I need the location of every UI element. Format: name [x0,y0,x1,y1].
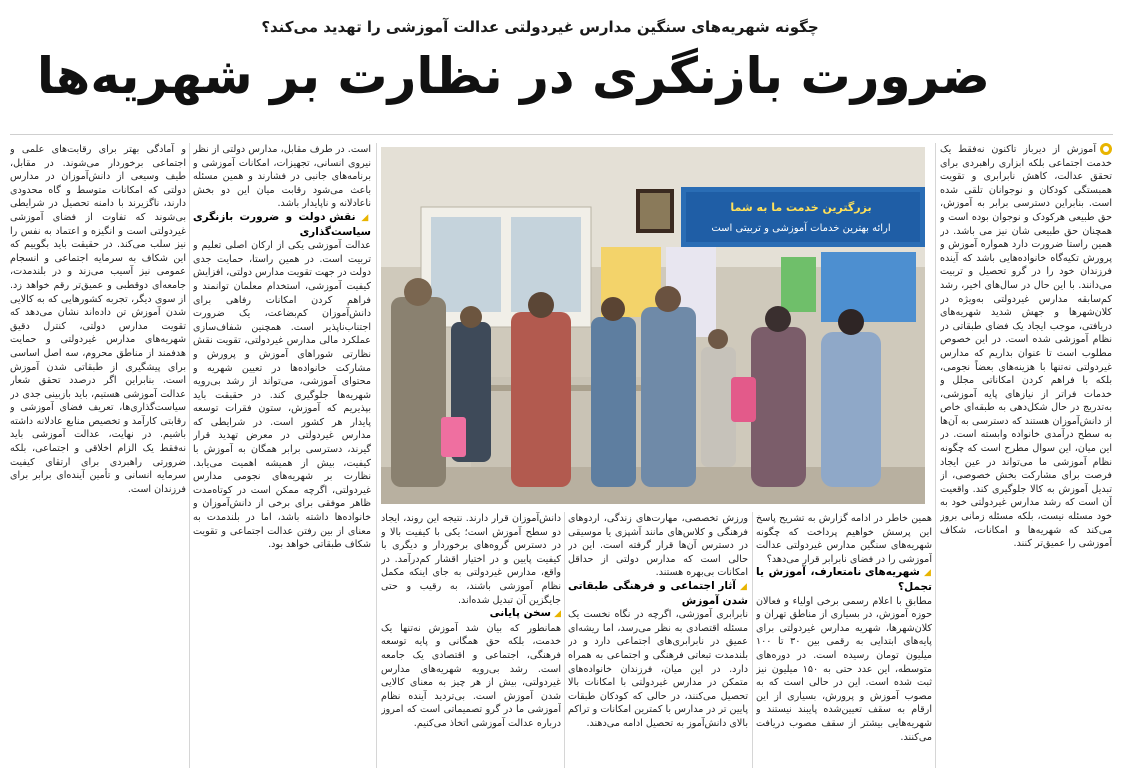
headline: ضرورت بازنگری در نظارت بر شهریه‌ها [36,47,990,105]
column-2-text-b: عدالت آموزشی یکی از ارکان اصلی تعلیم و تربیت است. در همین راستا، حمایت جدی دولت در جهت تقویت مدارس دولتی، افزایش کیفیت آموزشی، استخدام معلمان توانمند و فراهم کردن امکانات رفاهی برای دانش‌آموزان کم‌بضاعت، یک ضرورت اجتناب‌ناپذیر است. همچنین شفاف‌سازی عملکرد مالی مدارس غیردولتی، تقویت نقش نظارتی شوراهای آموزش و پرورش و مشارکت خانواده‌ها در تعیین شهریه و محتوای آموزشی، می‌تواند از رشد بی‌رویه شهریه‌ها جلوگیری کند. در حقیقت باید بپذیریم که آموزش، ستون فقرات توسعه پایدار هر کشور است. در شرایطی که مدارس غیردولتی در معرض تهدید قرار گیرند، دسترسی برابر همگان به آموزش با کیفیت، بیش از همیشه اهمیت می‌یابد. نظارت بر شهریه‌های نجومی مدارس غیردولتی، اگرچه ممکن است در کوتاه‌مدت ظاهر موفقی برای برخی از دانش‌آموزان و خانواده‌ها داشته باشد، اما در بلندمدت به معنای از بین رفتن عدالت اجتماعی و تقویت شکاف طبقاتی خواهد بود. [193,240,371,551]
column-6-subheading: ◢ سخن پایانی [381,607,561,622]
divider [10,134,1113,135]
newspaper-logo-icon [1100,143,1112,155]
column-separator [752,512,753,768]
column-6-text: دانش‌آموزان قرار دارند. نتیجه این روند، ایجاد دو سطح آموزش است؛ یکی با کیفیت بالا و در دسترس گروه‌های برخوردار و دیگری با کیفیت پایین و در اختیار اقشار کم‌درآمد. در واقع، مدارس غیردولتی به جای اینکه مکمل نظام آموزشی باشند، به رقیب و حتی جایگزین آن تبدیل شده‌اند. [381,513,561,606]
column-separator [935,143,936,768]
column-5 [568,512,748,768]
banner-text-1: بزرگترین خدمت ما به شما [730,201,872,214]
column-1 [940,143,1112,768]
column-3 [10,143,186,768]
column-5-text: ورزش تخصصی، مهارت‌های زندگی، اردوهای فرهنگی و کلاس‌های مانند آشپزی یا موسیقی در دسترس آن‌ها قرار گرفته است. این در حالی است که مدارس دولتی از حداقل امکانات بی‌بهره هستند. [568,513,748,579]
column-2 [193,143,371,768]
column-separator [189,143,190,768]
column-1-text: آموزش از دیرباز تاکنون نه‌فقط یک خدمت اجتماعی بلکه ابزاری راهبردی برای تحقق عدالت، کاهش نابرابری و تقویت همبستگی کودکان و نوجوانان تلقی شده است. بنابراین دسترسی برابر به آموزش، حق طبیعی هرکودک و نوجوان بوده است و همچنان حق طبیعی شان نیز می باشد. در همین راستا ضرورت دارد همواره آموزش و پرورش تکیه‌گاه خانواده‌هایی باشد که آینده فرزندان خود را در گرو تحصیل و تربیت می‌دانند. با این حال در سال‌های اخیر، رشد کم‌سابقه مدارس غیردولتی به‌ویژه در کلان‌شهرها و جهش شدید شهریه‌های دریافتی، موجب ایجاد یک فضای طبقاتی در نظام آموزشی شده است. در این خصوص مطلوب است تا عنوان بداریم که مدارس غیردولتی نه‌تنها با هزینه‌های بعضاً نجومی، بلکه با فراهم کردن امکاناتی مجلل و خدمات فراتر از نیازهای پایه آموزشی، به‌تدریج در حال شکل‌دهی به طبقه‌ای خاص از دانش‌آموزان هستند که دسترسی به آن‌ها به سطح درآمدی خانواده وابسته است. در این میان، این سوال مطرح است که چگونه نظام آموزشی ما می‌تواند در عین ایجاد فرصت برای مشارکت بخش خصوصی، از تبدیل آموزش به کالا جلوگیری کند. واقعیت آن است که رشد مدارس غیردولتی خود به خود مسئله نیست، بلکه مسئله زمانی بروز می‌کند که شهریه‌ها و امکانات، شکاف آموزشی را عمیق‌تر کنند. [940,144,1112,550]
column-separator [376,143,377,768]
column-2-subheading: ◢ نقش دولت و ضرورت بازنگری سیاست‌گذاری [193,211,371,239]
kicker: چگونه شهریه‌های سنگین مدارس غیردولتی عدالت آموزشی را تهدید می‌کند؟ [261,18,819,36]
column-separator [564,512,565,768]
column-4 [756,512,932,768]
column-4-text: همین خاطر در ادامه گزارش به تشریح پاسخ این پرسش خواهیم پرداخت که چگونه شهریه‌های سنگین مدارس غیردولتی عدالت آموزشی را در فضای نابرابر قرار می‌دهد؟ [756,513,932,565]
banner-text-2: ارائه بهترین خدمات آموزشی و تربیتی است [711,223,891,234]
column-6 [381,512,561,768]
column-3-text: و آمادگی بهتر برای رقابت‌های علمی و اجتماعی برخوردار می‌شوند. در مقابل، طیف وسیعی از دانش‌آموزان در مدارس دولتی که امکانات متوسط و گاه محدودی دارند، ناگزیرند با دامنه تحصیل در شرایطی بی‌شوند که تفاوت از فضای آموزشی غیردولتی است و انگیزه و اعتماد به نفس را نیز سلب می‌کند. در حقیقت باید بگوییم که این شکاف به سرمایه اجتماعی و انسجام عمومی نیز آسیب می‌زند و در بلندمدت، جامعه‌ای دوقطبی و عمیق‌تر رقم خواهد زد. از سوی دیگر، تجربه کشورهایی که به کالایی شدن آموزش تن داده‌اند نشان می‌دهد که تقویت مدارس دولتی، کنترل دقیق شهریه‌های مدارس غیردولتی و حمایت هدفمند از مناطق محروم، سه اصل اساسی برای پیشگیری از طبقاتی شدن آموزش است. بنابراین اگر درصدد تحقق شعار عدالت آموزشی هستیم، باید بازبینی جدی در سیاست‌گذاری‌ها، تعریف فضای آموزشی و رقابتی کارآمد و تخصیص منابع عادلانه داشته باشیم. در نهایت، عدالت آموزشی باید نه‌فقط یک الزام اخلاقی و اجتماعی، بلکه ضرورتی راهبردی برای ارتقای کیفیت سرمایه انسانی و تأمین آینده‌ای برابر برای فرزندان است. [10,144,186,495]
column-6-text-b: همانطور که بیان شد آموزش نه‌تنها یک خدمت، بلکه حق همگانی و پایه توسعه فرهنگی، اجتماعی و اقتصادی یک جامعه است. رشد بی‌رویه شهریه‌های مدارس غیردولتی، بیش از هر چیز به معنای کالایی شدن آموزش است. بی‌تردید آینده نظام آموزشی ما در گرو تصمیماتی است که امروز درباره عدالت آموزشی اتخاذ می‌کنیم. [381,622,561,729]
school-office-photo [381,147,925,504]
column-4-subheading: ◢ شهریه‌های نامتعارف، آموزش یا تجمل؟ [756,566,932,594]
column-4-text-b: مطابق با اعلام رسمی برخی اولیاء و فعالان حوزه آموزش، در بسیاری از مناطق تهران و کلان‌شهرها، شهریه مدارس غیردولتی برای پایه‌های ابتدایی به رقمی بین ۳۰ تا ۱۰۰ میلیون تومان رسیده است. در دوره‌های متوسطه، این عدد حتی به ۱۵۰ میلیون نیز ثبت شده است. این در حالی است که به مصوب آموزش و پرورش، بسیاری از این ارقام به سقف تعیین‌شده پایبند نیستند و شهریه‌هایی بیشتر از سقف مصوب دریافت می‌کنند. [756,595,932,743]
column-5-text-b: نابرابری آموزشی، اگرچه در نگاه نخست یک مسئله اقتصادی به نظر می‌رسد، اما ریشه‌ای عمیق در نابرابری‌های اجتماعی دارد و در بلندمدت تبعاتی فرهنگی و اجتماعی به همراه دارد. در این میان، فرزندان خانواده‌های متمکن در مدارس غیردولتی با امکانات بالا تحصیل می‌کنند، در حالی که کودکان طبقات پایین تر در مدارس با کمترین امکانات و تراکم بالای دانش‌آموز به تحصیل ادامه می‌دهند. [568,609,748,729]
column-2-text: است. در طرف مقابل، مدارس دولتی از نظر نیروی انسانی، تجهیزات، امکانات آموزشی و برنامه‌های جانبی در فشارند و همین مسئله باعث می‌شود رقابت میان این دو بخش ناعادلانه و ناپایدار باشد. [193,144,371,210]
column-5-subheading: ◢ آثار اجتماعی و فرهنگی طبقاتی شدن آموزش [568,580,748,608]
